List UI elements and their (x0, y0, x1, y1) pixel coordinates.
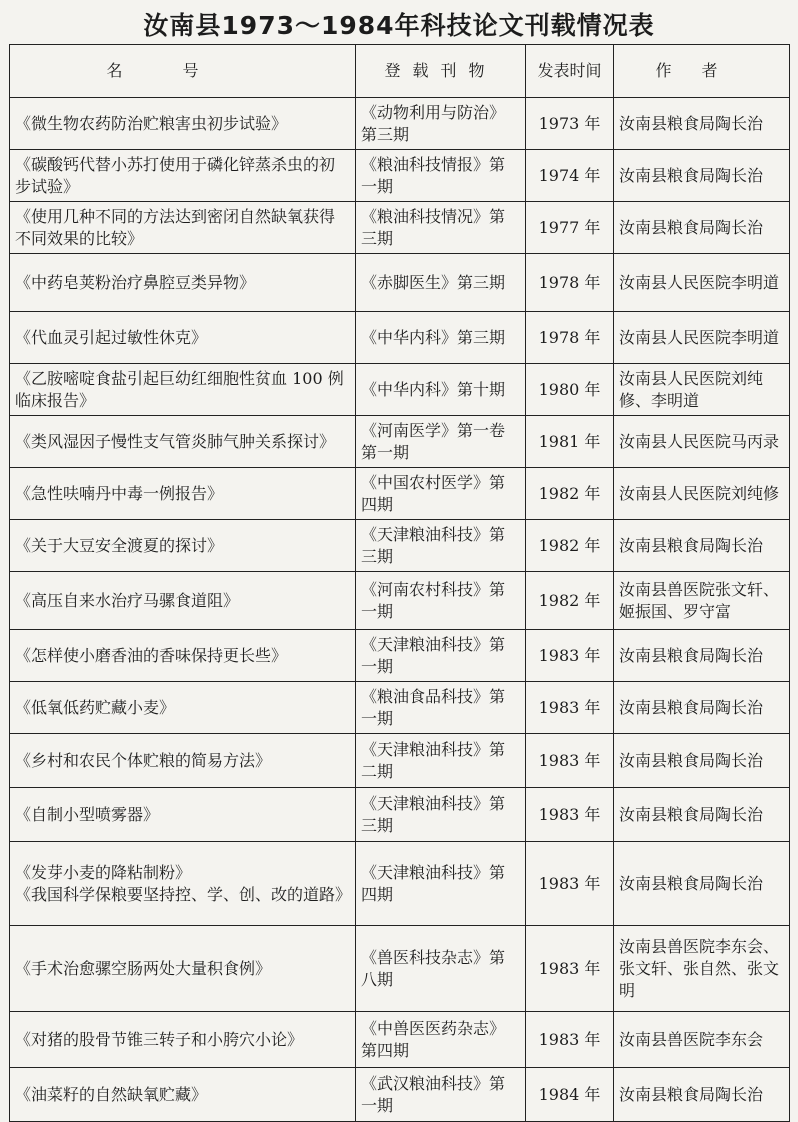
paper-title-cell (10, 842, 356, 926)
table-row (10, 842, 790, 926)
publish-year: 1981 年 (526, 416, 614, 468)
paper-title: 《使用几种不同的方法达到密闭自然缺氧获得不同效果的比较》 (10, 202, 356, 254)
publication: 《天津粮油科技》第四期 (356, 842, 526, 926)
publish-year: 1973 年 (526, 98, 614, 150)
table-row (10, 520, 790, 572)
table-row (10, 98, 790, 150)
paper-title: 《对猪的股骨节锥三转子和小胯穴小论》 (10, 1012, 356, 1068)
publication: 《兽医科技杂志》第八期 (356, 926, 526, 1012)
table-row (10, 312, 790, 364)
publication: 《中华内科》第十期 (356, 364, 526, 416)
publication: 《天津粮油科技》第三期 (356, 520, 526, 572)
publication: 《粮油食品科技》第一期 (356, 682, 526, 734)
publish-year: 1983 年 (526, 788, 614, 842)
table-row (10, 682, 790, 734)
table-header-row (10, 45, 790, 98)
publication: 《河南农村科技》第一期 (356, 572, 526, 630)
publish-year: 1983 年 (526, 734, 614, 788)
publication: 《天津粮油科技》第二期 (356, 734, 526, 788)
publish-year: 1983 年 (526, 1012, 614, 1068)
publication: 《武汉粮油科技》第一期 (356, 1068, 526, 1122)
table-row (10, 150, 790, 202)
author: 汝南县粮食局陶长治 (614, 98, 790, 150)
publish-year: 1983 年 (526, 926, 614, 1012)
paper-title: 《怎样使小磨香油的香味保持更长些》 (10, 630, 356, 682)
paper-title: 《中药皂荚粉治疗鼻腔豆类异物》 (10, 254, 356, 312)
table-row (10, 364, 790, 416)
paper-title: 《自制小型喷雾器》 (10, 788, 356, 842)
table-row (10, 1012, 790, 1068)
paper-title: 《手术治愈骡空肠两处大量积食例》 (10, 926, 356, 1012)
paper-title: 《油菜籽的自然缺氧贮藏》 (10, 1068, 356, 1122)
table-row (10, 1068, 790, 1122)
table-row (10, 202, 790, 254)
author: 汝南县兽医院李东会、张文轩、张自然、张文明 (614, 926, 790, 1012)
header-publication: 登载刊物 (356, 45, 526, 98)
author: 汝南县粮食局陶长治 (614, 788, 790, 842)
paper-title: 《类风湿因子慢性支气管炎肺气肿关系探讨》 (10, 416, 356, 468)
publish-year: 1982 年 (526, 468, 614, 520)
author: 汝南县兽医院张文轩、姬振国、罗守富 (614, 572, 790, 630)
publication: 《河南医学》第一卷第一期 (356, 416, 526, 468)
paper-title: 《关于大豆安全渡夏的探讨》 (10, 520, 356, 572)
page-title: 汝南县1973～1984年科技论文刊载情况表 (143, 11, 655, 40)
paper-title-second: 《我国科学保粮要坚持控、学、创、改的道路》 (15, 884, 352, 904)
publish-year: 1978 年 (526, 254, 614, 312)
author: 汝南县粮食局陶长治 (614, 202, 790, 254)
author: 汝南县人民医院刘纯修 (614, 468, 790, 520)
author: 汝南县兽医院李东会 (614, 1012, 790, 1068)
publication: 《中兽医医药杂志》第四期 (356, 1012, 526, 1068)
author: 汝南县人民医院马丙录 (614, 416, 790, 468)
table-row (10, 468, 790, 520)
author: 汝南县粮食局陶长治 (614, 682, 790, 734)
publication: 《动物利用与防治》第三期 (356, 98, 526, 150)
publications-table (9, 44, 790, 1122)
publish-year: 1983 年 (526, 630, 614, 682)
publication: 《粮油科技情况》第三期 (356, 202, 526, 254)
publish-year: 1974 年 (526, 150, 614, 202)
table-row (10, 630, 790, 682)
author: 汝南县人民医院李明道 (614, 254, 790, 312)
publish-year: 1983 年 (526, 682, 614, 734)
table-row (10, 416, 790, 468)
publish-year: 1982 年 (526, 572, 614, 630)
author: 汝南县人民医院刘纯修、李明道 (614, 364, 790, 416)
paper-title: 《急性呋喃丹中毒一例报告》 (10, 468, 356, 520)
header-author: 作者 (614, 45, 790, 98)
table-row (10, 254, 790, 312)
header-name: 名号 (10, 45, 356, 98)
paper-title: 《低氧低药贮藏小麦》 (10, 682, 356, 734)
table-row (10, 926, 790, 1012)
publish-year: 1978 年 (526, 312, 614, 364)
author: 汝南县粮食局陶长治 (614, 842, 790, 926)
author: 汝南县粮食局陶长治 (614, 630, 790, 682)
publish-year: 1984 年 (526, 1068, 614, 1122)
author: 汝南县粮食局陶长治 (614, 520, 790, 572)
publication: 《中华内科》第三期 (356, 312, 526, 364)
paper-title: 《代血灵引起过敏性休克》 (10, 312, 356, 364)
paper-title: 《乙胺嘧啶食盐引起巨幼红细胞性贫血 100 例临床报告》 (10, 364, 356, 416)
publication: 《粮油科技情报》第一期 (356, 150, 526, 202)
header-date: 发表时间 (526, 45, 614, 98)
table-row (10, 734, 790, 788)
publication: 《中国农村医学》第四期 (356, 468, 526, 520)
publication: 《天津粮油科技》第三期 (356, 788, 526, 842)
publication: 《赤脚医生》第三期 (356, 254, 526, 312)
publish-year: 1980 年 (526, 364, 614, 416)
paper-title: 《高压自来水治疗马骡食道阻》 (10, 572, 356, 630)
publish-year: 1977 年 (526, 202, 614, 254)
author: 汝南县粮食局陶长治 (614, 150, 790, 202)
paper-title: 《微生物农药防治贮粮害虫初步试验》 (10, 98, 356, 150)
publish-year: 1983 年 (526, 842, 614, 926)
publish-year: 1982 年 (526, 520, 614, 572)
paper-title: 《发芽小麦的降粘制粉》 (15, 862, 192, 882)
publication: 《天津粮油科技》第一期 (356, 630, 526, 682)
author: 汝南县人民医院李明道 (614, 312, 790, 364)
paper-title: 《碳酸钙代替小苏打使用于磷化锌蒸杀虫的初步试验》 (10, 150, 356, 202)
author: 汝南县粮食局陶长治 (614, 734, 790, 788)
author: 汝南县粮食局陶长治 (614, 1068, 790, 1122)
table-row (10, 788, 790, 842)
paper-title: 《乡村和农民个体贮粮的简易方法》 (10, 734, 356, 788)
table-row (10, 572, 790, 630)
